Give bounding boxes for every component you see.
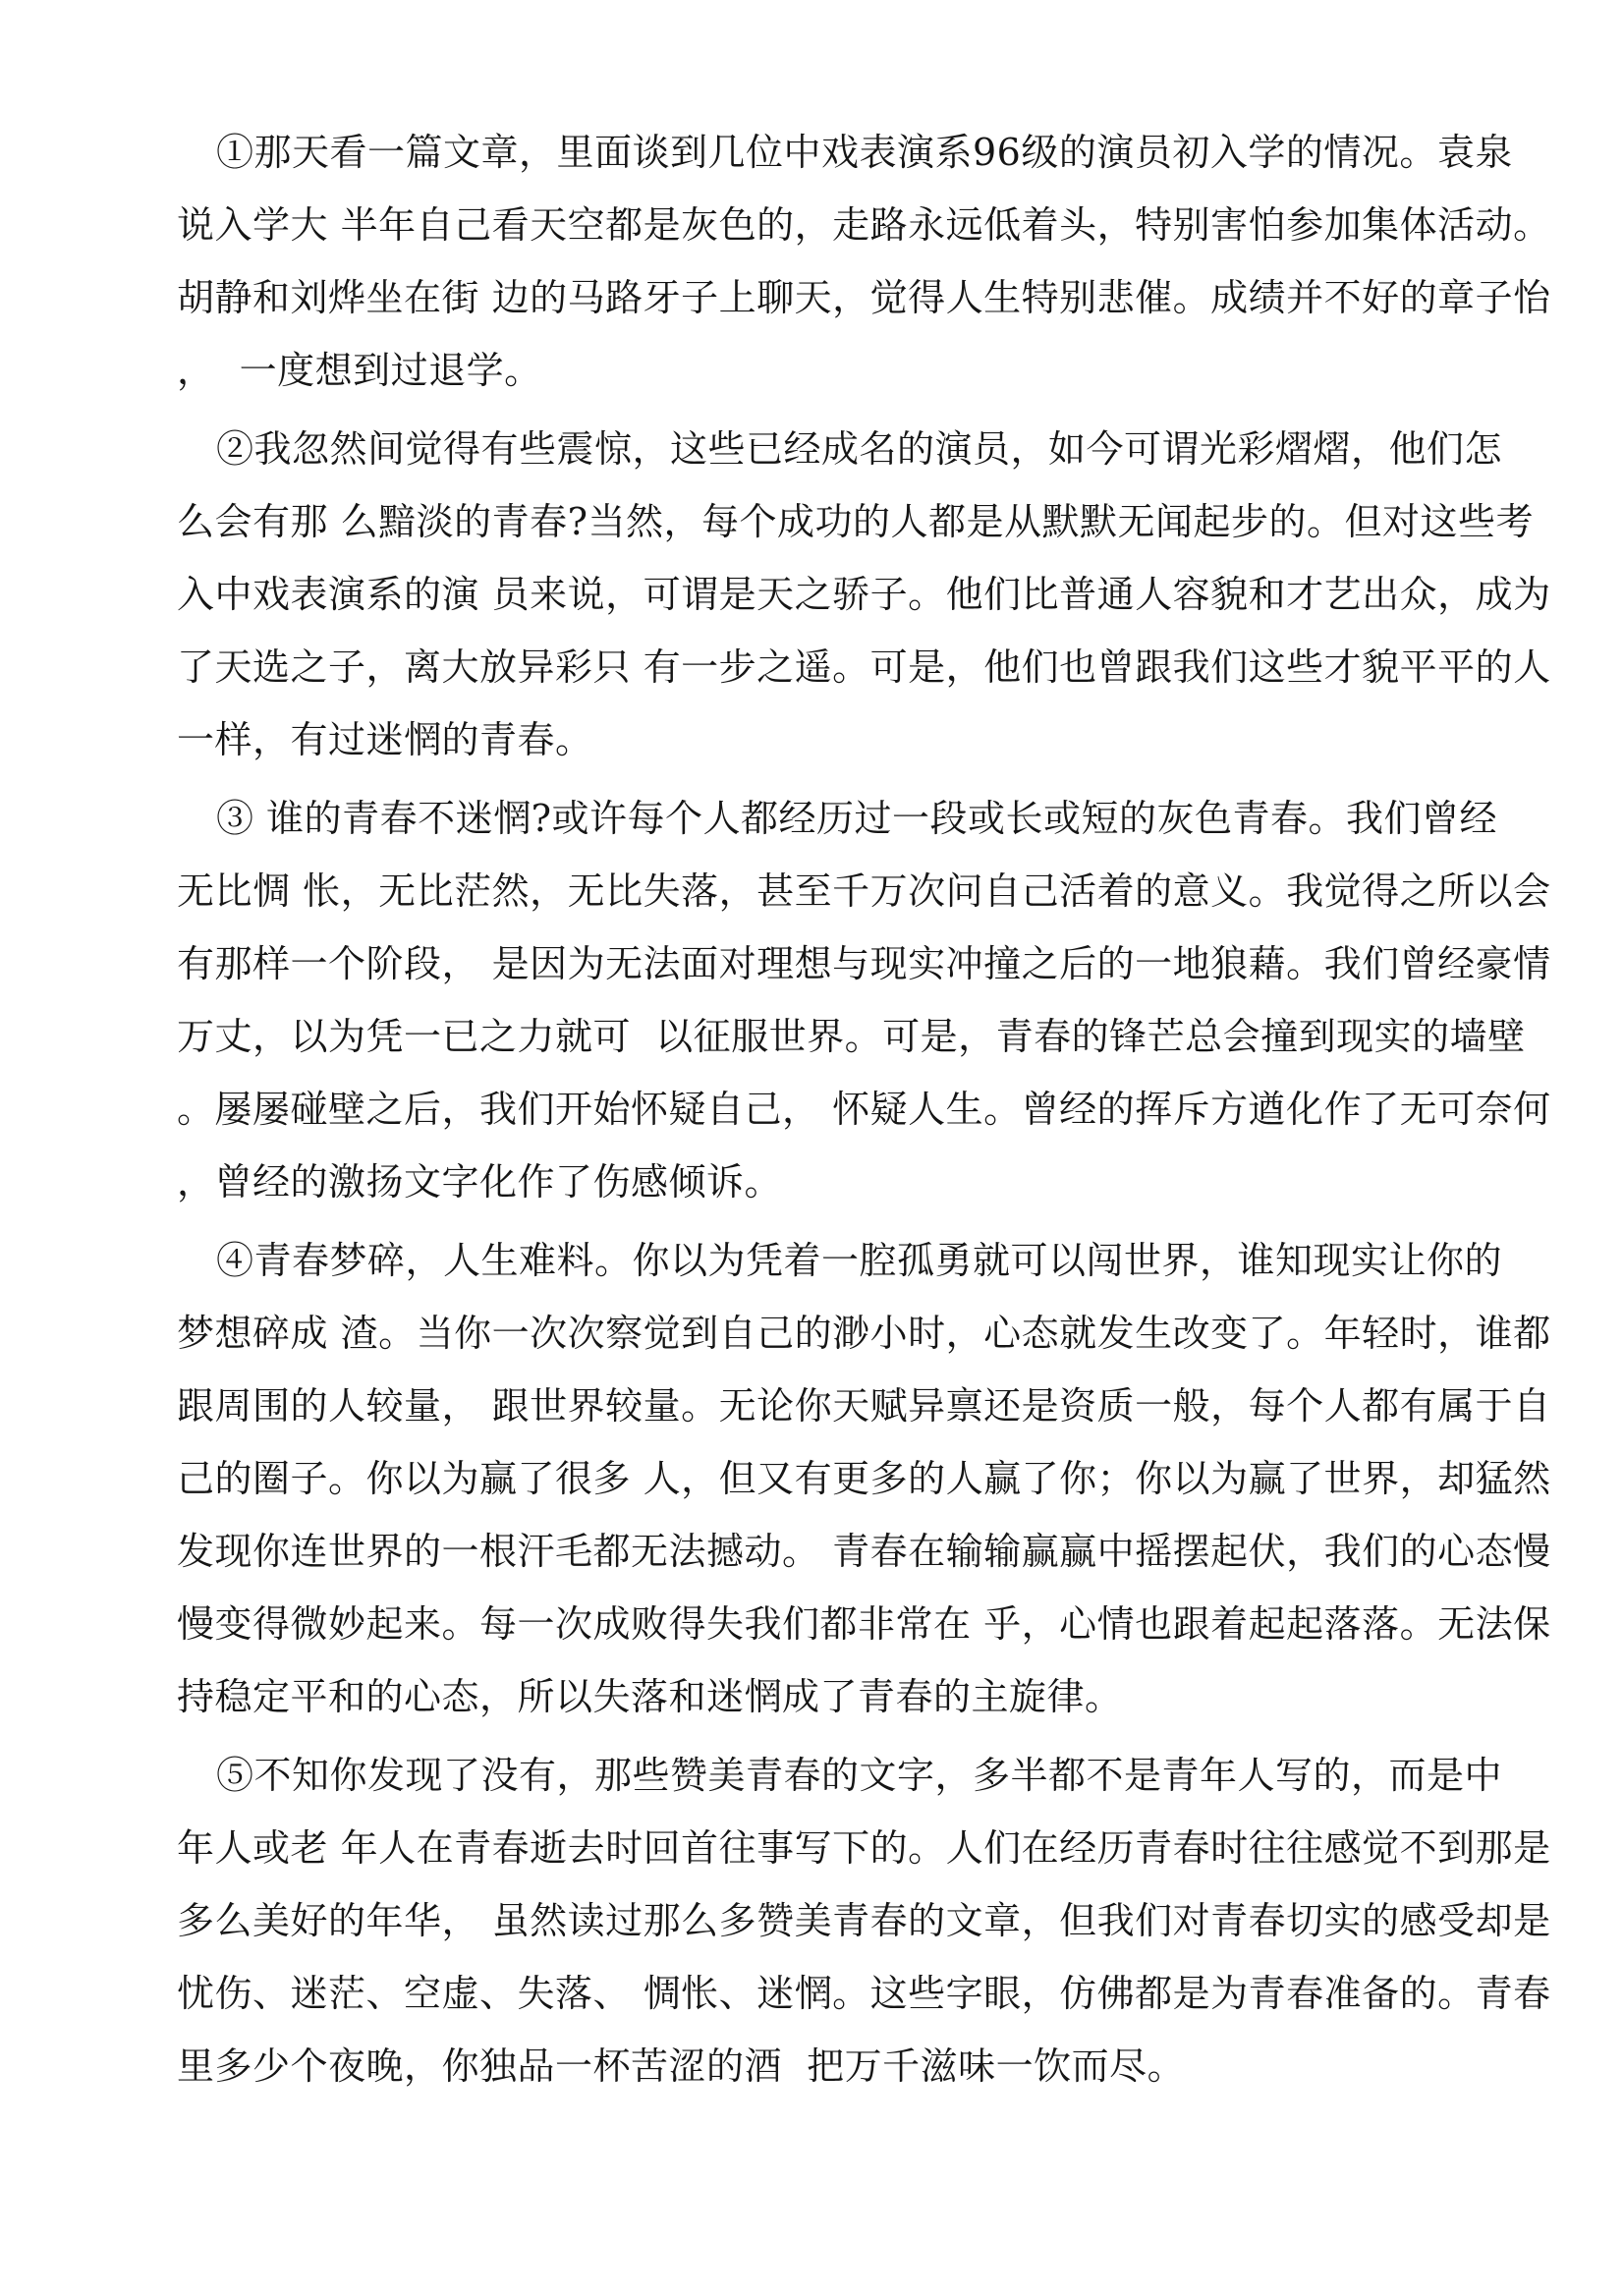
text-line: 慢变得微妙起来。每一次成败得失我们都非常在 乎，心情也跟着起起落落。无法保 xyxy=(177,1602,1551,1646)
paragraph-4 xyxy=(177,1224,1551,1733)
paragraph-2 xyxy=(177,413,1551,776)
text-line: 么会有那 么黯淡的青春?当然，每个成功的人都是从默默无闻起步的。但对这些考 xyxy=(177,500,1534,543)
text-line: ④青春梦碎，人生难料。你以为凭着一腔孤勇就可以闯世界，谁知现实让你的 xyxy=(216,1239,1503,1282)
text-line: ，曾经的激扬文字化作了伤感倾诉。 xyxy=(177,1160,783,1204)
text-line: 说入学大 半年自己看天空都是灰色的，走路永远低着头，特别害怕参加集体活动。 xyxy=(177,203,1551,247)
paragraph-3 xyxy=(177,782,1551,1218)
text-line: ①那天看一篇文章，里面谈到几位中戏表演系96级的演员初入学的情况。袁泉 xyxy=(216,131,1513,174)
text-line: 。屡屡碰壁之后，我们开始怀疑自己， 怀疑人生。曾经的挥斥方遒化作了无可奈何 xyxy=(177,1088,1551,1131)
text-line: ③ 谁的青春不迷惘?或许每个人都经历过一段或长或短的灰色青春。我们曾经 xyxy=(216,797,1497,840)
text-line: 年人或老 年人在青春逝去时回首往事写下的。人们在经历青春时往往感觉不到那是 xyxy=(177,1826,1551,1870)
text-line: 忧伤、迷茫、空虚、失落、 惆怅、迷惘。这些字眼，仿佛都是为青春准备的。青春 xyxy=(177,1972,1551,2015)
text-line: 了天选之子，离大放异彩只 有一步之遥。可是，他们也曾跟我们这些才貌平平的人 xyxy=(177,645,1551,689)
text-line: 入中戏表演系的演 员来说，可谓是天之骄子。他们比普通人容貌和才艺出众，成为 xyxy=(177,573,1551,616)
text-line: 发现你连世界的一根汗毛都无法撼动。 青春在输输赢赢中摇摆起伏，我们的心态慢 xyxy=(177,1530,1551,1573)
text-line: ， 一度想到过退学。 xyxy=(177,349,542,392)
text-line: 无比惆 怅，无比茫然，无比失落，甚至千万次问自己活着的意义。我觉得之所以会 xyxy=(177,869,1551,913)
text-line: ②我忽然间觉得有些震惊，这些已经成名的演员，如今可谓光彩熠熠，他们怎 xyxy=(216,427,1503,471)
text-line: 跟周围的人较量， 跟世界较量。无论你天赋异禀还是资质一般，每个人都有属于自 xyxy=(177,1384,1551,1428)
text-line: ⑤不知你发现了没有，那些赞美青春的文字，多半都不是青年人写的，而是中 xyxy=(216,1754,1503,1797)
text-line: 多么美好的年华， 虽然读过那么多赞美青春的文章，但我们对青春切实的感受却是 xyxy=(177,1899,1551,1942)
text-line: 梦想碎成 渣。当你一次次察觉到自己的渺小时，心态就发生改变了。年轻时，谁都 xyxy=(177,1312,1551,1355)
text-line: 有那样一个阶段， 是因为无法面对理想与现实冲撞之后的一地狼藉。我们曾经豪情 xyxy=(177,942,1551,985)
text-line: 己的圈子。你以为赢了很多 人，但又有更多的人赢了你；你以为赢了世界，却猛然 xyxy=(177,1457,1551,1500)
text-line: 胡静和刘烨坐在街 边的马路牙子上聊天，觉得人生特别悲催。成绩并不好的章子怡 xyxy=(177,276,1551,319)
text-line: 一样，有过迷惘的青春。 xyxy=(177,718,593,761)
text-line: 万丈，以为凭一已之力就可 以征服世界。可是，青春的锋芒总会撞到现实的墙壁 xyxy=(177,1015,1526,1058)
text-line: 里多少个夜晚，你独品一杯苦涩的酒 把万千滋味一饮而尽。 xyxy=(177,2044,1186,2088)
paragraph-5 xyxy=(177,1739,1551,2102)
paragraph-1 xyxy=(177,116,1551,407)
text-line: 持稳定平和的心态，所以失落和迷惘成了青春的主旋律。 xyxy=(177,1675,1123,1718)
